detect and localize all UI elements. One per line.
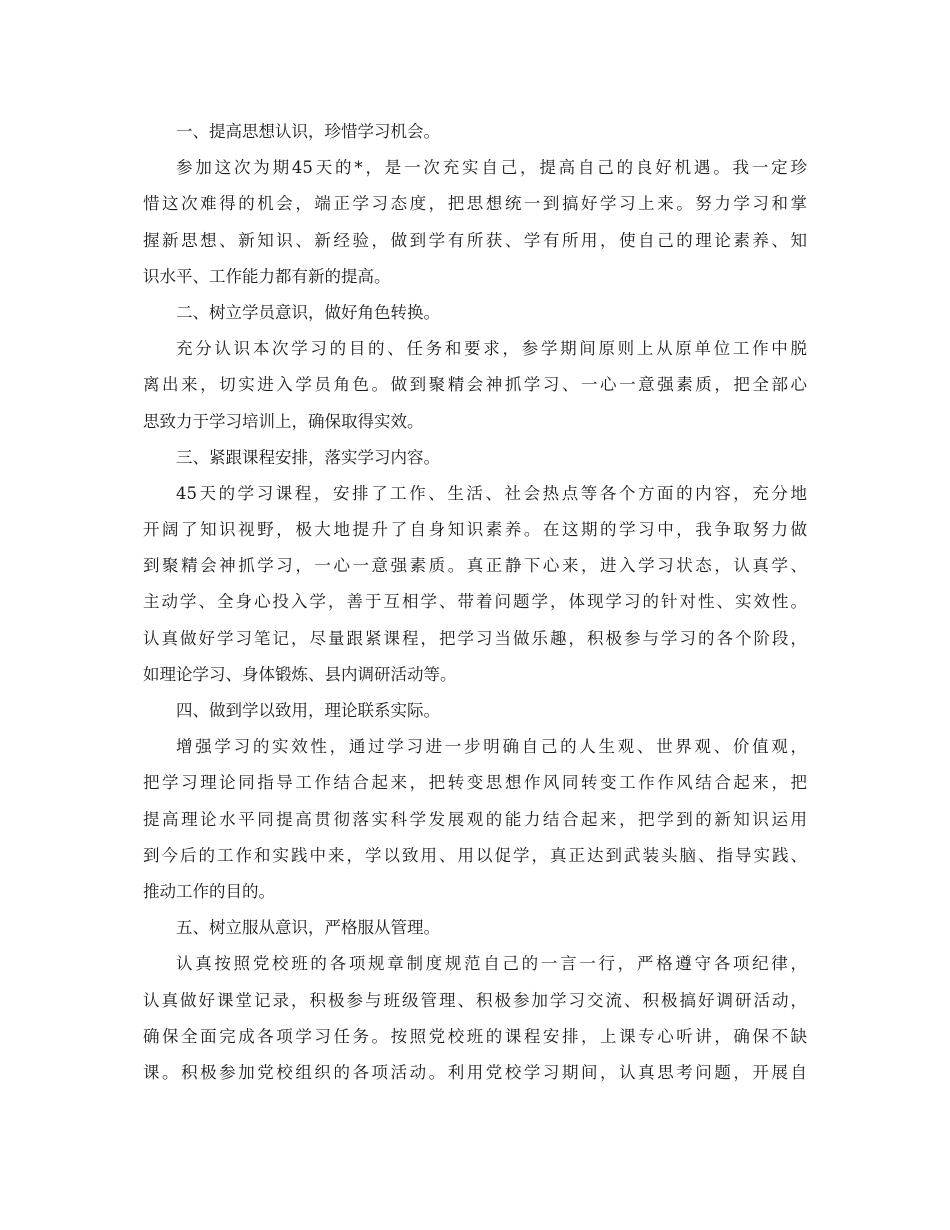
paragraph-1-line: 惜这次难得的机会，端正学习态度，把思想统一到搞好学习上来。努力学习和掌 (143, 194, 807, 214)
paragraph-4-line: 推动工作的目的。 (143, 881, 275, 901)
paragraph-5-line: 确保全面完成各项学习任务。按照党校班的课程安排，上课专心听讲，确保不缺 (143, 1026, 807, 1046)
paragraph-1-line: 参加这次为期45天的*，是一次充实自己，提高自己的良好机遇。我一定珍 (176, 158, 807, 178)
paragraph-2-line: 思致力于学习培训上，确保取得实效。 (143, 411, 424, 431)
paragraph-4-line: 到今后的工作和实践中来，学以致用、用以促学，真正达到武装头脑、指导实践、 (143, 845, 807, 865)
document-body (143, 114, 807, 1091)
paragraph-2-line: 离出来，切实进入学员角色。做到聚精会神抓学习、一心一意强素质，把全部心 (143, 375, 807, 395)
paragraph-3-line: 如理论学习、身体锻炼、县内调研活动等。 (143, 664, 457, 684)
paragraph-4-line: 提高理论水平同提高贯彻落实科学发展观的能力结合起来，把学到的新知识运用 (143, 809, 807, 829)
paragraph-1-line: 握新思想、新知识、新经验，做到学有所获、学有所用，使自己的理论素养、知 (143, 230, 807, 250)
paragraph-5-line: 认真按照党校班的各项规章制度规范自己的一言一行，严格遵守各项纪律， (176, 954, 807, 974)
paragraph-4-line: 增强学习的实效性，通过学习进一步明确自己的人生观、世界观、价值观， (176, 737, 807, 757)
section-heading-1: 一、提高思想认识，珍惜学习机会。 (176, 122, 440, 141)
paragraph-3-line: 开阔了知识视野，极大地提升了自身知识素养。在这期的学习中，我争取努力做 (143, 520, 807, 540)
paragraph-1-line: 识水平、工作能力都有新的提高。 (143, 266, 391, 286)
paragraph-3-line: 到聚精会神抓学习，一心一意强素质。真正静下心来，进入学习状态，认真学、 (143, 556, 807, 576)
paragraph-3-line: 45天的学习课程，安排了工作、生活、社会热点等各个方面的内容，充分地 (176, 483, 807, 503)
section-heading-3: 三、紧跟课程安排，落实学习内容。 (176, 447, 440, 467)
section-heading-5: 五、树立服从意识，严格服从管理。 (176, 918, 440, 938)
paragraph-5-line: 认真做好课堂记录，积极参与班级管理、积极参加学习交流、积极搞好调研活动， (143, 990, 807, 1010)
paragraph-5-line: 课。积极参加党校组织的各项活动。利用党校学习期间，认真思考问题，开展自 (143, 1062, 807, 1082)
paragraph-3-line: 主动学、全身心投入学，善于互相学、带着问题学，体现学习的针对性、实效性。 (143, 592, 807, 612)
paragraph-4-line: 把学习理论同指导工作结合起来，把转变思想作风同转变工作作风结合起来，把 (143, 773, 807, 793)
section-heading-4: 四、做到学以致用，理论联系实际。 (176, 701, 440, 720)
paragraph-2-line: 充分认识本次学习的目的、任务和要求，参学期间原则上从原单位工作中脱 (176, 339, 807, 359)
section-heading-2: 二、树立学员意识，做好角色转换。 (176, 302, 440, 322)
paragraph-3-line: 认真做好学习笔记，尽量跟紧课程，把学习当做乐趣，积极参与学习的各个阶段， (143, 628, 807, 648)
